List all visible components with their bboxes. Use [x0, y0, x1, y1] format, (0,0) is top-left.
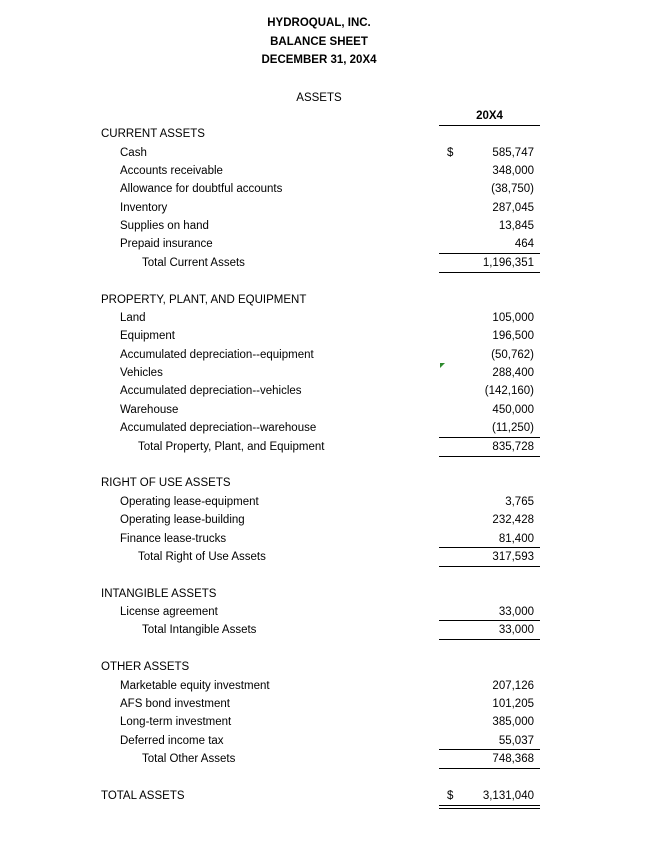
line-item-value: 585,747 — [492, 147, 534, 159]
line-item-value: (142,160) — [484, 385, 534, 397]
line-item-value: (50,762) — [491, 349, 534, 361]
line-item-value: 287,045 — [492, 202, 534, 214]
line-item-label: AFS bond investment — [120, 698, 230, 710]
line-item-label: Deferred income tax — [120, 735, 224, 747]
line-item-label: Cash — [120, 147, 147, 159]
year-header-rule — [439, 125, 540, 126]
assets-title: ASSETS — [296, 92, 342, 104]
line-item-value: 232,428 — [492, 514, 534, 526]
line-item-value: 288,400 — [492, 367, 534, 379]
line-item-label: Land — [120, 312, 146, 324]
total-ppe-label: Total Property, Plant, and Equipment — [138, 441, 325, 453]
line-item-label: Inventory — [120, 202, 168, 214]
total-ppe-value: 835,728 — [492, 441, 534, 453]
year-column-header: 20X4 — [476, 110, 503, 122]
current-assets-heading: CURRENT ASSETS — [101, 128, 205, 140]
currency-symbol: $ — [447, 147, 454, 159]
line-item-label: Finance lease-trucks — [120, 533, 227, 545]
statement-date: DECEMBER 31, 20X4 — [261, 54, 377, 66]
line-item-value: 81,400 — [498, 533, 534, 545]
line-item-value: 33,000 — [498, 606, 534, 618]
line-item-value: 3,765 — [505, 496, 534, 508]
total-rule — [439, 272, 540, 273]
total-rule — [439, 768, 540, 769]
line-item-label: Warehouse — [120, 404, 179, 416]
line-item-label: Accounts receivable — [120, 165, 223, 177]
line-item-value: 55,037 — [498, 735, 534, 747]
line-item-value: 385,000 — [492, 716, 534, 728]
total-rule — [439, 566, 540, 567]
subtotal-rule — [439, 547, 540, 548]
line-item-label: Prepaid insurance — [120, 238, 213, 250]
subtotal-rule — [439, 437, 540, 438]
line-item-value: 348,000 — [492, 165, 534, 177]
line-item-label: Accumulated depreciation--equipment — [120, 349, 314, 361]
total-rule — [439, 456, 540, 457]
ppe-heading: PROPERTY, PLANT, AND EQUIPMENT — [101, 294, 307, 306]
other-assets-heading: OTHER ASSETS — [101, 661, 190, 673]
total-rou-label: Total Right of Use Assets — [138, 551, 266, 563]
subtotal-rule — [439, 253, 540, 254]
line-item-value: 207,126 — [492, 680, 534, 692]
total-intangible-value: 33,000 — [498, 624, 534, 636]
line-item-value: 464 — [514, 238, 534, 250]
intangible-heading: INTANGIBLE ASSETS — [101, 588, 217, 600]
total-current-assets-value: 1,196,351 — [482, 257, 534, 269]
line-item-value: (11,250) — [492, 422, 534, 434]
line-item-label: Long-term investment — [120, 716, 232, 728]
line-item-label: License agreement — [120, 606, 218, 618]
line-item-label: Accumulated depreciation--warehouse — [120, 422, 317, 434]
line-item-label: Equipment — [120, 330, 175, 342]
statement-title: BALANCE SHEET — [270, 36, 368, 48]
line-item-label: Vehicles — [120, 367, 163, 379]
line-item-value: 13,845 — [498, 220, 534, 232]
line-item-label: Operating lease-equipment — [120, 496, 259, 508]
line-item-value: 450,000 — [492, 404, 534, 416]
subtotal-rule — [439, 620, 540, 621]
line-item-label: Marketable equity investment — [120, 680, 270, 692]
line-item-value: 196,500 — [492, 330, 534, 342]
total-assets-value: 3,131,040 — [482, 790, 534, 802]
line-item-value: (38,750) — [491, 183, 534, 195]
line-item-label: Accumulated depreciation--vehicles — [120, 385, 302, 397]
total-intangible-label: Total Intangible Assets — [142, 624, 257, 636]
line-item-value: 105,000 — [492, 312, 534, 324]
line-item-value: 101,205 — [492, 698, 534, 710]
total-rou-value: 317,593 — [492, 551, 534, 563]
rou-heading: RIGHT OF USE ASSETS — [101, 477, 231, 489]
line-item-label: Operating lease-building — [120, 514, 245, 526]
total-rule — [439, 639, 540, 640]
total-other-assets-value: 748,368 — [492, 753, 534, 765]
line-item-label: Supplies on hand — [120, 220, 209, 232]
total-assets-label: TOTAL ASSETS — [101, 790, 185, 802]
line-item-label: Allowance for doubtful accounts — [120, 183, 283, 195]
company-name: HYDROQUAL, INC. — [267, 17, 371, 29]
total-other-assets-label: Total Other Assets — [142, 753, 236, 765]
double-underline — [439, 805, 540, 809]
subtotal-rule — [439, 749, 540, 750]
total-current-assets-label: Total Current Assets — [142, 257, 245, 269]
currency-symbol: $ — [447, 790, 454, 802]
